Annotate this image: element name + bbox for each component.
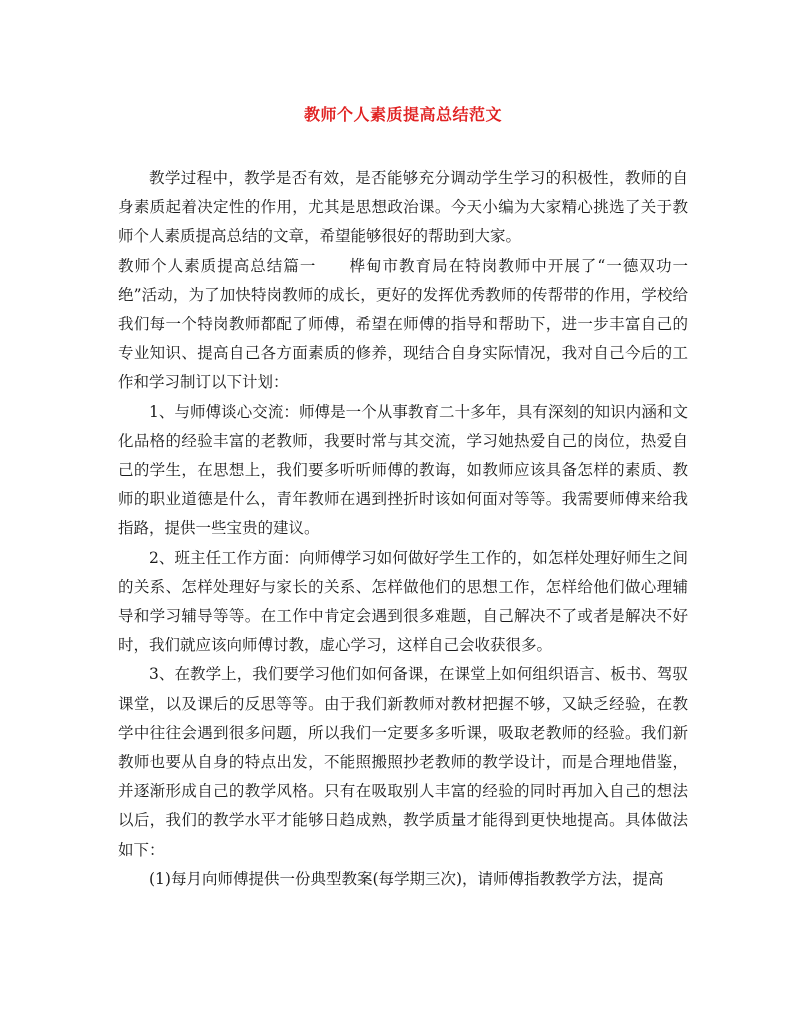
paragraph-item-2: 2、班主任工作方面：向师傅学习如何做好学生工作的，如怎样处理好师生之间的关系、怎样处理好与家长的关系、怎样做他们的思想工作，怎样给他们做心理辅导和学习辅导等等。在工作中肯定会遇到很多难题，自己解决不了或者是解决不好时，我们就应该向师傅讨教，虚心学习，这样自己会收获很多。: [118, 548, 688, 655]
paragraph-subitem-1: (1)每月向师傅提供一份典型教案(每学期三次)，请师傅指教教学方法，提高: [149, 869, 664, 888]
document-body: [118, 164, 688, 894]
paragraph-intro: 教学过程中，教学是否有效，是否能够充分调动学生学习的积极性，教师的自身素质起着决定性的作用，尤其是思想政治课。今天小编为大家精心挑选了关于教师个人素质提高总结的文章，希望能够很好的帮助到大家。: [118, 169, 688, 246]
paragraph-item-3: 3、在教学上，我们要学习他们如何备课，在课堂上如何组织语言、板书、驾驭课堂，以及课后的反思等等。由于我们新教师对教材把握不够，又缺乏经验，在教学中往往会遇到很多问题，所以我们一定要多多听课，吸取老教师的经验。我们新教师也要从自身的特点出发，不能照搬照抄老教师的教学设计，而是合理地借鉴，并逐渐形成自己的教学风格。只有在吸取别人丰富的经验的同时再加入自己的想法以后，我们的教学水平才能够日趋成熟，教学质量才能得到更快地提高。具体做法如下：: [118, 665, 688, 859]
paragraph-section-one: 教师个人素质提高总结篇一 桦甸市教育局在特岗教师中开展了“一德双功一绝”活动，为了加快特岗教师的成长，更好的发挥优秀教师的传帮带的作用，学校给我们每一个特岗教师都配了师傅，希望在师傅的指导和帮助下，进一步丰富自己的专业知识、提高自己各方面素质的修养，现结合自身实际情况，我对自己今后的工作和学习制订以下计划：: [118, 256, 688, 392]
paragraph-item-1: 1、与师傅谈心交流：师傅是一个从事教育二十多年，具有深刻的知识内涵和文化品格的经验丰富的老教师，我要时常与其交流，学习她热爱自己的岗位，热爱自己的学生，在思想上，我们要多听听师傅的教诲，如教师应该具备怎样的素质、教师的职业道德是什么，青年教师在遇到挫折时该如何面对等等。我需要师傅来给我指路，提供一些宝贵的建议。: [118, 402, 688, 538]
document-title: 教师个人素质提高总结范文: [303, 105, 502, 124]
